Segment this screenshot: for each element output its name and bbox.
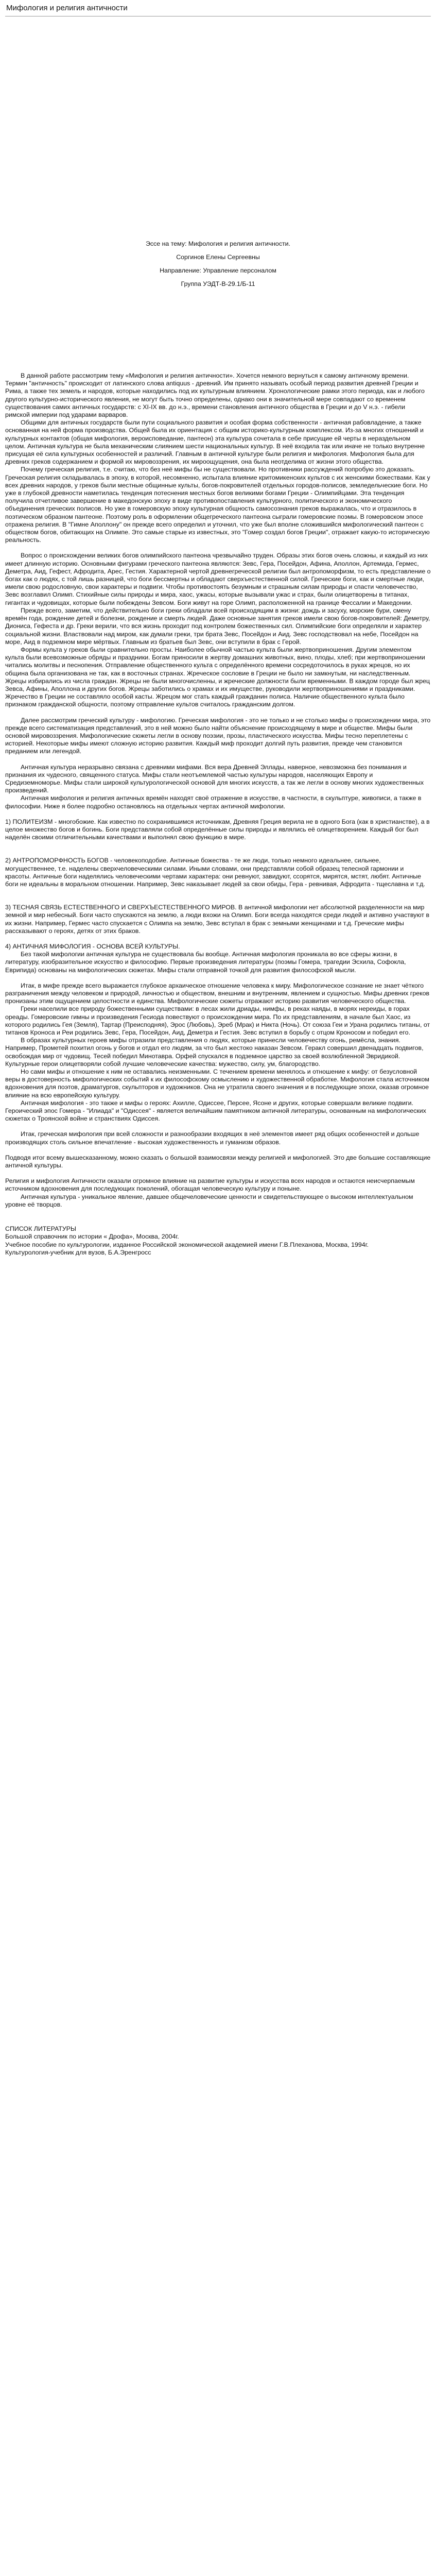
paragraph: В образах культурных героев мифы отразили представления о людях, которые принесли человечеству огонь, ремёсла, знания. Например, Прометей похитил огонь у богов и отдал его людям, за что был жестоко наказан Зевсом. Геракл совершил двенадцать подвигов, освобождая мир от чудовищ. Тесей победил Минотавра. Орфей спускался в подземное царство за своей возлюбленной Эвридикой. Культурные герои олицетворяли собой лучшие человеческие качества: мужество, силу, ум, благородство.: [5, 1037, 424, 1067]
paragraph: Античная культура - уникальное явление, давшее общечеловеческие ценности и свидетельствующее о высоком интеллектуальном уровне её творцов.: [5, 1193, 413, 1208]
bibliography-item: Учебное пособие по культурологии, изданное Российской экономической академией имени Г.В.Плеханова, Москва, 1994г.: [5, 1241, 369, 1248]
author-name: Соргинов Елены Сергеевны: [176, 253, 260, 261]
essay-body: [5, 372, 431, 1209]
study-direction: Направление: Управление персоналом: [160, 267, 276, 274]
bibliography-item: Культурология-учебник для вузов, Б.А.Эренгросс: [5, 1248, 151, 1256]
paragraph: В данной работе рассмотрим тему «Мифология и религия античности». Хочется немного вернуться к самому античному времени. Термин "античность" происходит от латинского слова antiquus - древний. Им принято называть особый период развития древней Греции и Рима, а также тех земель и народов, которые находились под их культурным влиянием. Хронологические рамки этого периода, как и любого другого культурно-исторического явления, не могут быть точно определены, однако они в значительной мере совпадают со временем существования самих античных государств: с XI-IX вв. до н.э., времени становления античного общества в Греции и до V н.э. - гибели римской империи под ударами варваров.: [5, 372, 425, 419]
bibliography-title: СПИСОК ЛИТЕРАТУРЫ: [5, 1225, 77, 1233]
paragraph: Вопрос о происхождении великих богов олимпийского пантеона чрезвычайно труден. Образы этих богов очень сложны, и каждый из них имеет длинную историю. Основными фигурами греческого пантеона являются: Зевс, Гера, Посейдон, Афина, Аполлон, Артемида, Гермес, Деметра, Аид, Гефест, Афродита, Арес, Гестия. Характерной чертой древнегреческой религии был антропоморфизм, то есть представление о богах как о людях, с той лишь разницей, что боги бессмертны и обладают сверхъестественной силой. Греческие боги, как и смертные люди, имели свою родословную, свои характеры и подвиги. Чтобы противостоять безумным и страшным силам природы и спасти человечество, Зевс возглавил Олимп. Стихийные силы природы и мира, хаос, ужасы, которые вызывали ужас и страх, были олицетворены в титанах, гигантах и чудовищах, которые были побеждены Зевсом. Боги живут на горе Олимп, расположенной на границе Фессалии и Македонии.: [5, 552, 431, 606]
paragraph: Итак, в мифе прежде всего выражается глубокое архаическое отношение человека к миру. Мифологическое сознание не знает чёткого разграничения между человеком и природой, личностью и обществом, внешним и внутренним, явлением и сущностью. Мифы древних греков пронизаны этим ощущением целостности и единства. Мифологические сюжеты отражают историю развития человеческого общества.: [5, 981, 430, 1005]
paragraph: Греки населили все природу божественными существами: в лесах жили дриады, нимфы, в реках наяды, в морях нереиды, в горах ореады. Гомеровские гимны и произведения Гесиода повествуют о происхождении мира. По их представлениям, в начале был Хаос, из которого родились Гея (Земля), Тартар (Преисподняя), Эрос (Любовь), Эреб (Мрак) и Никта (Ночь). От союза Геи и Урана родились титаны, от титанов Кроноса и Реи родились Зевс, Гера, Посейдон, Аид, Деметра и Гестия. Зевс вступил в борьбу с отцом Кроносом и победил его.: [5, 1005, 430, 1037]
paragraph: Прежде всего, заметим, что действительно боги греки обладали всей происходящим в жизни: дождь и засуху, морские бури, смену времён года, рождение детей и болезни, рождение и смерть людей. Даже основные занятия греков имели свою богов-покровителей: Деметру, Диониса, Гефеста и др. Греки верили, что вся жизнь проходит под контролем божественных сил. Олимпийские боги определяли и характер социальной жизни. Властвовали над миром, как думали греки, три брата Зевс, Посейдон и Аид. Зевс господствовал на небе, Посейдон на море, Аид в подземном мире мёртвых. Главным из братьев был Зевс, они вступили в брак с Герой.: [5, 606, 430, 646]
bibliography-item: Большой справочник по истории « Дрофа», Москва, 2004г.: [5, 1233, 179, 1241]
feature-anthropomorphism: 2) АНТРОПОМОРФНОСТЬ БОГОВ - человекоподобие. Античные божества - те же люди, только немного идеальнее, сильнее, могущественнее, т.е. наделены сверхчеловеческими силами. Иными словами, они представляли собой образец телесной гармонии и красоты. Античные боги наделялись человеческими чертами характера: они ревнуют, завидуют, ссорятся, мирятся, мстят, любят. Античные боги не идеальны в моральном отношении. Например, Зевс наказывает людей за свои обиды, Гера - ревнивая, Афродита - тщеславна и т.д.: [5, 857, 425, 888]
paragraph: Далее рассмотрим греческий культуру - мифологию. Греческая мифология - это не только и не столько мифы о происхождении мира, это прежде всего систематизация представлений, это в ней можно было найти объяснение происходящему в мире и обществе. Мифы были основой мировоззрения. Мифологические сюжеты легли в основу поэзии, прозы, пластического искусства. Мифы тесно переплетены с историей. Некоторые мифы имеют сложную историю развития. Каждый миф проходит долгий путь развития, прежде чем становится преданием или легендой.: [5, 716, 431, 755]
paragraph: Подводя итог всему вышесказанному, можно сказать о большой взаимосвязи между религией и мифологией. Это две большие составляющие античной культуры.: [5, 1154, 431, 1170]
feature-polytheism: 1) ПОЛИТЕИЗМ - многобожие. Как известно по сохранившимся источникам, Древняя Греция верила не в одного Бога (как в христианстве), а в целое множество богов и богинь. Боги представляли собой определённые силы природы и являлись её олицетворением. Каждый бог был наделён своими отличительными качествами и выполнял свою функцию в мире.: [5, 818, 430, 841]
essay-topic: Эссе на тему: Мифология и религия античности.: [145, 240, 291, 247]
paragraph: Античная культура неразрывно связана с древними мифами. Вся вера Древней Эллады, наверное, невозможна без понимания и признания их чудесного, священного статуса. Мифы стали неотъемлемой частью культуры народов, населяющих Европу и Средиземноморье. Мифы стали широкой культурологической основой для многих искусств, а так же легли в основу многих художественных произведений.: [5, 763, 424, 794]
paragraph: Античная мифология - это также и мифы о героях: Ахилле, Одиссее, Персее, Ясоне и других, которые совершали великие подвиги. Героический эпос Гомера - "Илиада" и "Одиссея" - является величайшим памятником античной литературы, основанным на мифологических сюжетах о Троянской войне и странствиях Одиссея.: [5, 1099, 426, 1123]
feature-basis-heading: 4) АНТИЧНАЯ МИФОЛОГИЯ - ОСНОВА ВСЕЙ КУЛЬТУРЫ.: [5, 943, 180, 950]
paragraph: Античная мифология и религия античных времён находят своё отражение в искусстве, в частности, в скульптуре, живописи, а также в философии. Ниже я более подробно остановлюсь на отдельных чертах античной мифологии.: [5, 794, 422, 810]
feature-worlds-connection: 3) ТЕСНАЯ СВЯЗЬ ЕСТЕСТВЕННОГО И СВЕРХЪЕСТЕСТВЕННОГО МИРОВ. В античной мифологии нет абсолютной разделенности на мир земной и мир небесный. Боги часто спускаются на землю, а люди вхожи на Олимп. Боги всегда находятся среди людей и активно участвуют в их жизни. Например, Гермес часто спускается с Олимпа на землю, Зевс вступал в брак с земными женщинами и т.д. Греческие мифы рассказывают о героях, детях от этих браков.: [5, 904, 430, 935]
page: [0, 4, 436, 1257]
paragraph: Итак, греческая мифология при всей сложности и разнообразии входящих в неё элементов имеет ряд общих особенностей и дольше производящих столь сильное впечатление - высокая художественность и гуманизм образов.: [5, 1130, 420, 1146]
paragraph: Формы культа у греков были сравнительно просты. Наиболее обычной частью культа были жертвоприношения. Другим элементом культа были всевозможные обряды и праздники. Богам приносили в жертву домашних животных, вино, плоды, хлеб; при жертвоприношении читались молитвы и песнопения. Отправление общественного культа с определённого времени сосредоточилось в руках жрецов, но их община была организована не так, как в восточных странах. Жреческое сословие в Греции не было ни замкнутым, ни наследственным. Жрецы избирались из числа граждан. Жрецы не были многочисленны, и жреческие должности были временными. В каждом городе был жрец Зевса, Афины, Аполлона и других богов. Жрецы заботились о храмах и их имуществе, руководили жертвоприношениями и праздниками. Жречество в Греции не составляло особой касты. Жрецом мог стать каждый гражданин полиса. Наличие общественного культа было признаком гражданской общности, поэтому отправление культов считалось гражданским долгом.: [5, 646, 430, 708]
page-title: Мифология и религия античности: [6, 4, 128, 12]
paragraph: Без такой мифологии античная культура не существовала бы вообще. Античная мифология проникала во все сферы жизни, в литературу, изобразительное искусство и философию. Первые произведения литературы (поэмы Гомера, трагедии Эсхила, Софокла, Еврипида) основаны на мифологических сюжетах. Мифы стали отправной точкой для развития философской мысли.: [5, 951, 406, 974]
bibliography: [5, 1225, 431, 1257]
essay-header: [5, 237, 431, 291]
paragraph: Но сами мифы и отношение к ним не оставались неизменными. С течением времени менялось и отношение к мифу: от безусловной веры в достоверность мифологических событий к их философскому осмыслению и художественной обработке. Мифология стала источником вдохновения для поэтов, драматургов, скульпторов и художников. Она не утратила своего значения и в последующие эпохи, оказав огромное влияние на всю европейскую культуру.: [5, 1068, 429, 1099]
study-group: Группа УЭДТ-В-29.1/Б-11: [181, 280, 255, 287]
paragraph: Религия и мифология Античности оказали огромное влияние на развитие культуры и искусства всех народов и остаются неисчерпаемым источником вдохновения для последующих поколений, обогащая человеческую культуру и поныне.: [5, 1177, 415, 1193]
paragraph: Почему греческая религия, т.е. считаю, что без неё мифы бы не существовали. Но противники рассуждений попробую это доказать. Греческая религия складывалась в эпоху, в которой, несомненно, испытала влияние критомикенских культов с их женскими божествами. Как у всех древних народов, у греков были местные общинные культы, богов-покровителей отдельных городов-полисов, земледельческие боги. Но уже в глубокой древности наметилась тенденция потеснения местных богов великими богами Греции - Олимпийцами. Эта тенденция получила отчетливое завершение в македонскую эпоху в виде противопоставления культурного, политического и экономического объединения греческих полисов. Но уже в гомеровскую эпоху культурная общность самосознания греков выражалась, что и отразилось в поэтическом образном пантеоне. Поэтому роль в оформлении общегреческого пантеона сыграли гомеровские поэмы. В гомеровском эпосе отражена религия. В "Гимне Аполлону" он прежде всего определил и уточнил, что уже был вполне сложившийся мифологический пантеон с обществом богов, обитающих на Олимпе. Это самые старые из известных, это "Гомер создал богов Греции", отражает какую-то историческую реальность.: [5, 466, 430, 544]
paragraph: Общими для античных государств были пути социального развития и особая форма собственности - античная рабовладение, а также основанная на ней форма производства. Общей была их ориентация с общим историко-культурным комплексом. Из-за многих отношений и культурных контактов (общая мифология, вероисповедание, пантеон) эта культура сочетала в себе присущие ей черты в нераздельном целом. Античная культура не была механическим слиянием шести национальных культур. В неё входила так или иначе не только внутренне присущая её сила культурных особенностей и различий. Главным в античной культуре были религия и мифология. Мифология была для древних греков содержанием и формой их мировоззрения, их мироощущения, она была неотделима от жизни этого общества.: [5, 419, 425, 466]
